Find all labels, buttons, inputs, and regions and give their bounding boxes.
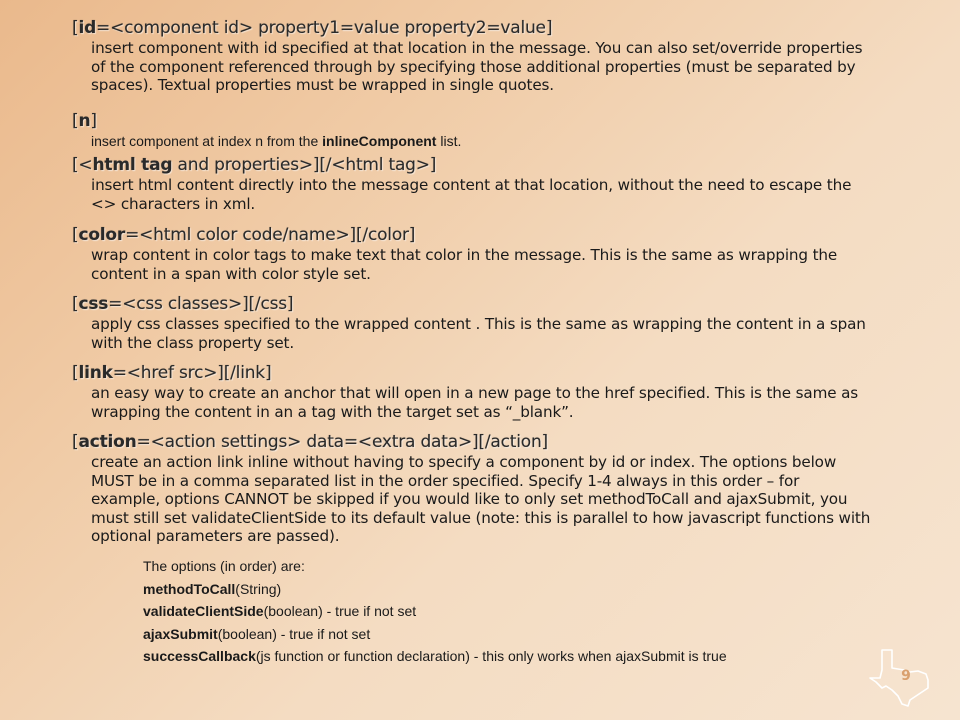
heading-keyword: html tag [92,155,173,175]
option-item: methodToCall(String) [143,581,282,597]
page-number: 9 [901,668,911,684]
entry-link [72,362,872,421]
heading-keyword: id [78,18,97,38]
entry-description: insert component at index n from the inlineComponent list. [91,133,462,149]
heading-keyword: link [78,363,113,383]
entry-description: an easy way to create an anchor that will open in a new page to the href specified. This is the same as wrapping the content in an a tag with the target set as “_blank”. [91,384,859,421]
entry-action [72,431,872,546]
entry-css [72,293,872,352]
option-item: ajaxSubmit(boolean) - true if not set [143,626,371,642]
option-item: validateClientSide(boolean) - true if not set [143,603,417,619]
entry-description: apply css classes specified to the wrapped content . This is the same as wrapping the content in a span with the class property set. [91,315,866,352]
entry-heading: [id=<component id> property1=value property2=value] [72,18,553,38]
entry-description: wrap content in color tags to make text that color in the message. This is the same as wrapping the content in a span with color style set. [91,246,838,283]
entry-description: create an action link inline without having to specify a component by id or index. The options below MUST be in a comma separated list in the order specified. Specify 1-4 always in this order – for example, options CANNOT be skipped if you would like to only set methodToCall and ajaxSubmit, you must still set validateClientSide to its default value (note: this is parallel to how javascript functions with optional parameters are passed). [91,453,871,545]
heading-keyword: n [78,111,91,131]
heading-keyword: css [78,294,109,314]
entry-heading: [<html tag and properties>][/<html tag>] [72,155,437,175]
entry-heading: [action=<action settings> data=<extra data>][/action] [72,432,548,452]
entry-description: insert html content directly into the message content at that location, without the need to escape the <> characters in xml. [91,176,852,213]
entry-heading: [css=<css classes>][/css] [72,294,294,314]
entry-html-tag [72,154,872,213]
entry-description: insert component with id specified at that location in the message. You can also set/override properties of the component referenced through by specifying those additional properties (must be separated by spaces). Textual properties must be wrapped in single quotes. [91,39,863,94]
entry-id [72,17,872,95]
entry-n [72,110,872,150]
entry-heading: [n] [72,111,97,131]
entry-heading: [link=<href src>][/link] [72,363,272,383]
options-intro: The options (in order) are: [143,558,305,574]
entry-color [72,224,872,283]
entry-heading: [color=<html color code/name>][/color] [72,225,416,245]
option-item: successCallback(js function or function declaration) - this only works when ajaxSubmit is true [143,648,727,664]
heading-keyword: action [78,432,137,452]
heading-keyword: color [78,225,126,245]
